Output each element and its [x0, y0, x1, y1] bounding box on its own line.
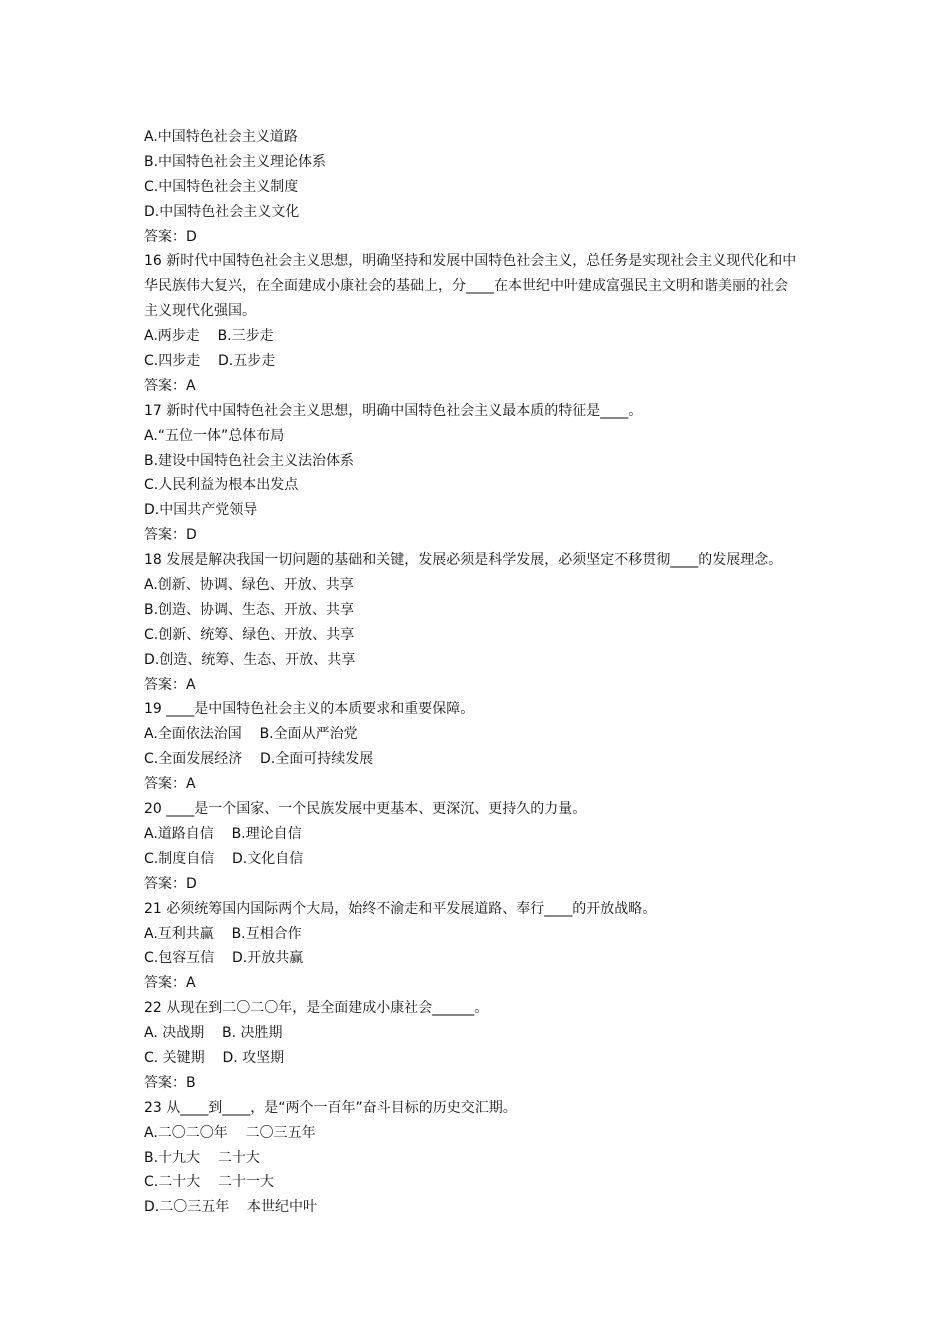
text-line: 17 新时代中国特色社会主义思想，明确中国特色社会主义最本质的特征是____。: [144, 402, 643, 419]
text-line: 答案：D: [144, 527, 197, 544]
text-line: 答案：D: [144, 228, 197, 245]
text-line: 答案：A: [144, 975, 196, 992]
text-line: B.中国特色社会主义理论体系: [144, 153, 327, 170]
text-line: C.四步走 D.五步走: [144, 353, 276, 370]
text-line: A.全面依法治国 B.全面从严治党: [144, 726, 358, 743]
text-line: D.中国共产党领导: [144, 502, 258, 519]
text-line: C.二十大 二十一大: [144, 1174, 275, 1191]
text-line: A.道路自信 B.理论自信: [144, 825, 302, 842]
text-line: B.建设中国特色社会主义法治体系: [144, 452, 355, 469]
text-line: 答案：D: [144, 875, 197, 892]
text-line: C.中国特色社会主义制度: [144, 178, 299, 195]
text-line: D.创造、统筹、生态、开放、共享: [144, 651, 356, 668]
text-line: 16 新时代中国特色社会主义思想，明确坚持和发展中国特色社会主义，总任务是实现社会主义现代化和中: [144, 253, 797, 270]
text-line: A.创新、协调、绿色、开放、共享: [144, 577, 354, 594]
text-line: 答案：A: [144, 676, 196, 693]
text-line: 19 ____是中国特色社会主义的本质要求和重要保障。: [144, 701, 475, 718]
text-line: D.中国特色社会主义文化: [144, 203, 300, 220]
text-line: B.十九大 二十大: [144, 1149, 260, 1166]
text-line: C.全面发展经济 D.全面可持续发展: [144, 751, 374, 768]
text-line: D.二〇三五年 本世纪中叶: [144, 1199, 318, 1216]
text-line: 答案：B: [144, 1074, 196, 1091]
text-line: C.包容互信 D.开放共赢: [144, 950, 304, 967]
text-line: 22 从现在到二〇二〇年，是全面建成小康社会______。: [144, 1000, 489, 1017]
text-line: A.互利共赢 B.互相合作: [144, 925, 302, 942]
text-line: C.制度自信 D.文化自信: [144, 850, 304, 867]
text-line: 18 发展是解决我国一切问题的基础和关键，发展必须是科学发展，必须坚定不移贯彻____的发展理念。: [144, 552, 783, 569]
text-line: 20 ____是一个国家、一个民族发展中更基本、更深沉、更持久的力量。: [144, 801, 587, 818]
text-line: C. 关键期 D. 攻坚期: [144, 1049, 285, 1066]
text-line: 23 从____到____，是“两个一百年”奋斗目标的历史交汇期。: [144, 1099, 517, 1116]
text-line: A. 决战期 B. 决胜期: [144, 1025, 283, 1042]
text-line: A.二〇二〇年 二〇三五年: [144, 1124, 316, 1141]
text-line: 华民族伟大复兴，在全面建成小康社会的基础上，分____在本世纪中叶建成富强民主文明和谐美丽的社会: [144, 278, 788, 295]
text-line: 答案：A: [144, 776, 196, 793]
document-body: [144, 125, 814, 1220]
text-line: 主义现代化强国。: [144, 303, 256, 320]
text-line: C.人民利益为根本出发点: [144, 477, 299, 494]
text-line: A.“五位一体”总体布局: [144, 427, 285, 444]
text-line: A.两步走 B.三步走: [144, 328, 274, 345]
text-line: 答案：A: [144, 377, 196, 394]
text-line: C.创新、统筹、绿色、开放、共享: [144, 626, 355, 643]
text-line: A.中国特色社会主义道路: [144, 129, 298, 145]
text-line: 21 必须统筹国内国际两个大局，始终不渝走和平发展道路、奉行____的开放战略。: [144, 900, 657, 917]
text-line: B.创造、协调、生态、开放、共享: [144, 601, 355, 618]
